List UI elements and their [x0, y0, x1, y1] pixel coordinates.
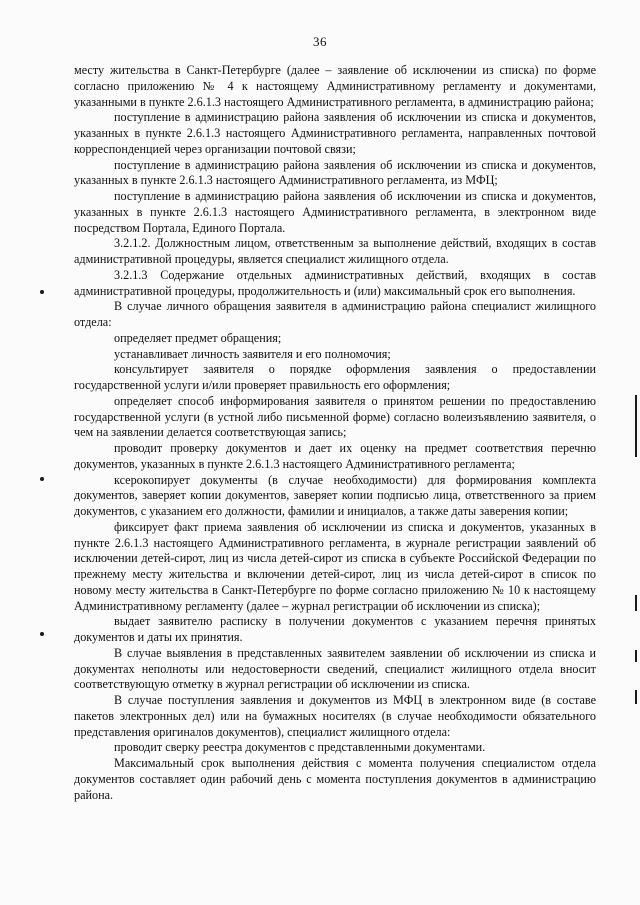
document-body: [74, 63, 596, 803]
paragraph-incomplete-info: В случае выявления в представленных заявителем заявлении об исключении из списка и документах неполноты или недостоверности сведений, специалист жилищного отдела вносит соответствующую отметку в журнал регистрации об исключении из списка.: [74, 645, 596, 692]
paragraph-action-consult: консультирует заявителя о порядке оформления заявления о предоставлении государственной услуги и/или проверяет правильность его оформления;: [74, 362, 596, 392]
scan-edge-mark: [635, 650, 637, 662]
paragraph-continuation: месту жительства в Санкт-Петербурге (далее – заявление об исключении из списка) по форме согласно приложению № 4 к настоящему Административному регламенту и документами, указанными в пункте 2.6.1.3 настоящего Административного регламента, в администрацию района;: [74, 63, 596, 109]
scan-dot-mark: [40, 477, 44, 481]
scan-dot-mark: [40, 632, 44, 636]
paragraph-action-check-documents: проводит проверку документов и дает их оценку на предмет соответствия перечню документов, указанных в пункте 2.6.1.3 настоящего Административного регламента;: [74, 441, 596, 471]
paragraph-portal-submission: поступление в администрацию района заявления об исключении из списка и документов, указанных в пункте 2.6.1.3 настоящего Административного регламента, в электронном виде посредством Портала, Единого Портала.: [74, 189, 596, 235]
paragraph-postal-submission: поступление в администрацию района заявления об исключении из списка и документов, указанных в пункте 2.6.1.3 настоящего Административного регламента, направленных почтовой корреспонденцией через организации почтовой связи;: [74, 110, 596, 156]
paragraph-action-receipt: выдает заявителю расписку в получении документов с указанием перечня принятых документов и даты их принятия.: [74, 614, 596, 644]
paragraph-action-verify-identity: устанавливает личность заявителя и его полномочия;: [114, 346, 391, 361]
paragraph-registry-check: проводит сверку реестра документов с представленными документами.: [114, 740, 486, 755]
paragraph-action-notification-method: определяет способ информирования заявителя о принятом решении по предоставлению государственной услуги (в устной либо письменной форме) согласно волеизъявлению заявителя, о чем на заявлении делается соответствующая запись;: [74, 393, 596, 440]
paragraph-action-determine-subject: определяет предмет обращения;: [114, 330, 282, 345]
scan-edge-mark: [635, 690, 637, 704]
scan-dot-mark: [40, 290, 44, 294]
paragraph-section-3-2-1-3: 3.2.1.3 Содержание отдельных административных действий, входящих в состав административной процедуры, продолжительность и (или) максимальный срок его выполнения.: [74, 267, 596, 298]
paragraph-mfc-submission: поступление в администрацию района заявления об исключении из списка и документов, указанных в пункте 2.6.1.3 настоящего Административного регламента, из МФЦ;: [74, 157, 596, 188]
paragraph-action-register: фиксирует факт приема заявления об исключении из списка и документов, указанных в пункте 2.6.1.3 настоящего Административного регламента, в журнале регистрации заявлений об исключении детей-сирот, лиц из числа детей-сирот из списка в субъекте Российской Федерации по прежнему месту жительства и включении детей-сирот, лиц из числа детей-сирот в список по новому месту жительства в Санкт-Петербурге по форме согласно приложению № 10 к настоящему Административному регламенту (далее – журнал регистрации об исключении из списка);: [74, 519, 596, 613]
paragraph-personal-appeal: В случае личного обращения заявителя в администрацию района специалист жилищного отдела:: [74, 299, 596, 329]
paragraph-max-duration: Максимальный срок выполнения действия с момента получения специалистом отдела документов составляет один рабочий день с момента поступления документов в администрацию района.: [74, 756, 596, 802]
paragraph-action-copy-documents: ксерокопирует документы (в случае необходимости) для формирования комплекта документов, заверяет копии документов, заверяет копии подписью лица, ответственного за прием документов, с указанием его должности, фамилии и инициалов, а также даты заверения копии;: [74, 472, 596, 518]
scan-edge-mark: [635, 595, 637, 611]
paragraph-mfc-receipt: В случае поступления заявления и документов из МФЦ в электронном виде (в составе пакетов электронных дел) или на бумажных носителях (в случае необходимости обязательного представления оригиналов документов), специалист жилищного отдела:: [74, 693, 596, 739]
paragraph-section-3-2-1-2: 3.2.1.2. Должностным лицом, ответственным за выполнение действий, входящих в состав административной процедуры, является специалист жилищного отдела.: [74, 236, 596, 266]
page-number: 36: [313, 34, 327, 49]
scan-edge-mark: [635, 395, 637, 457]
